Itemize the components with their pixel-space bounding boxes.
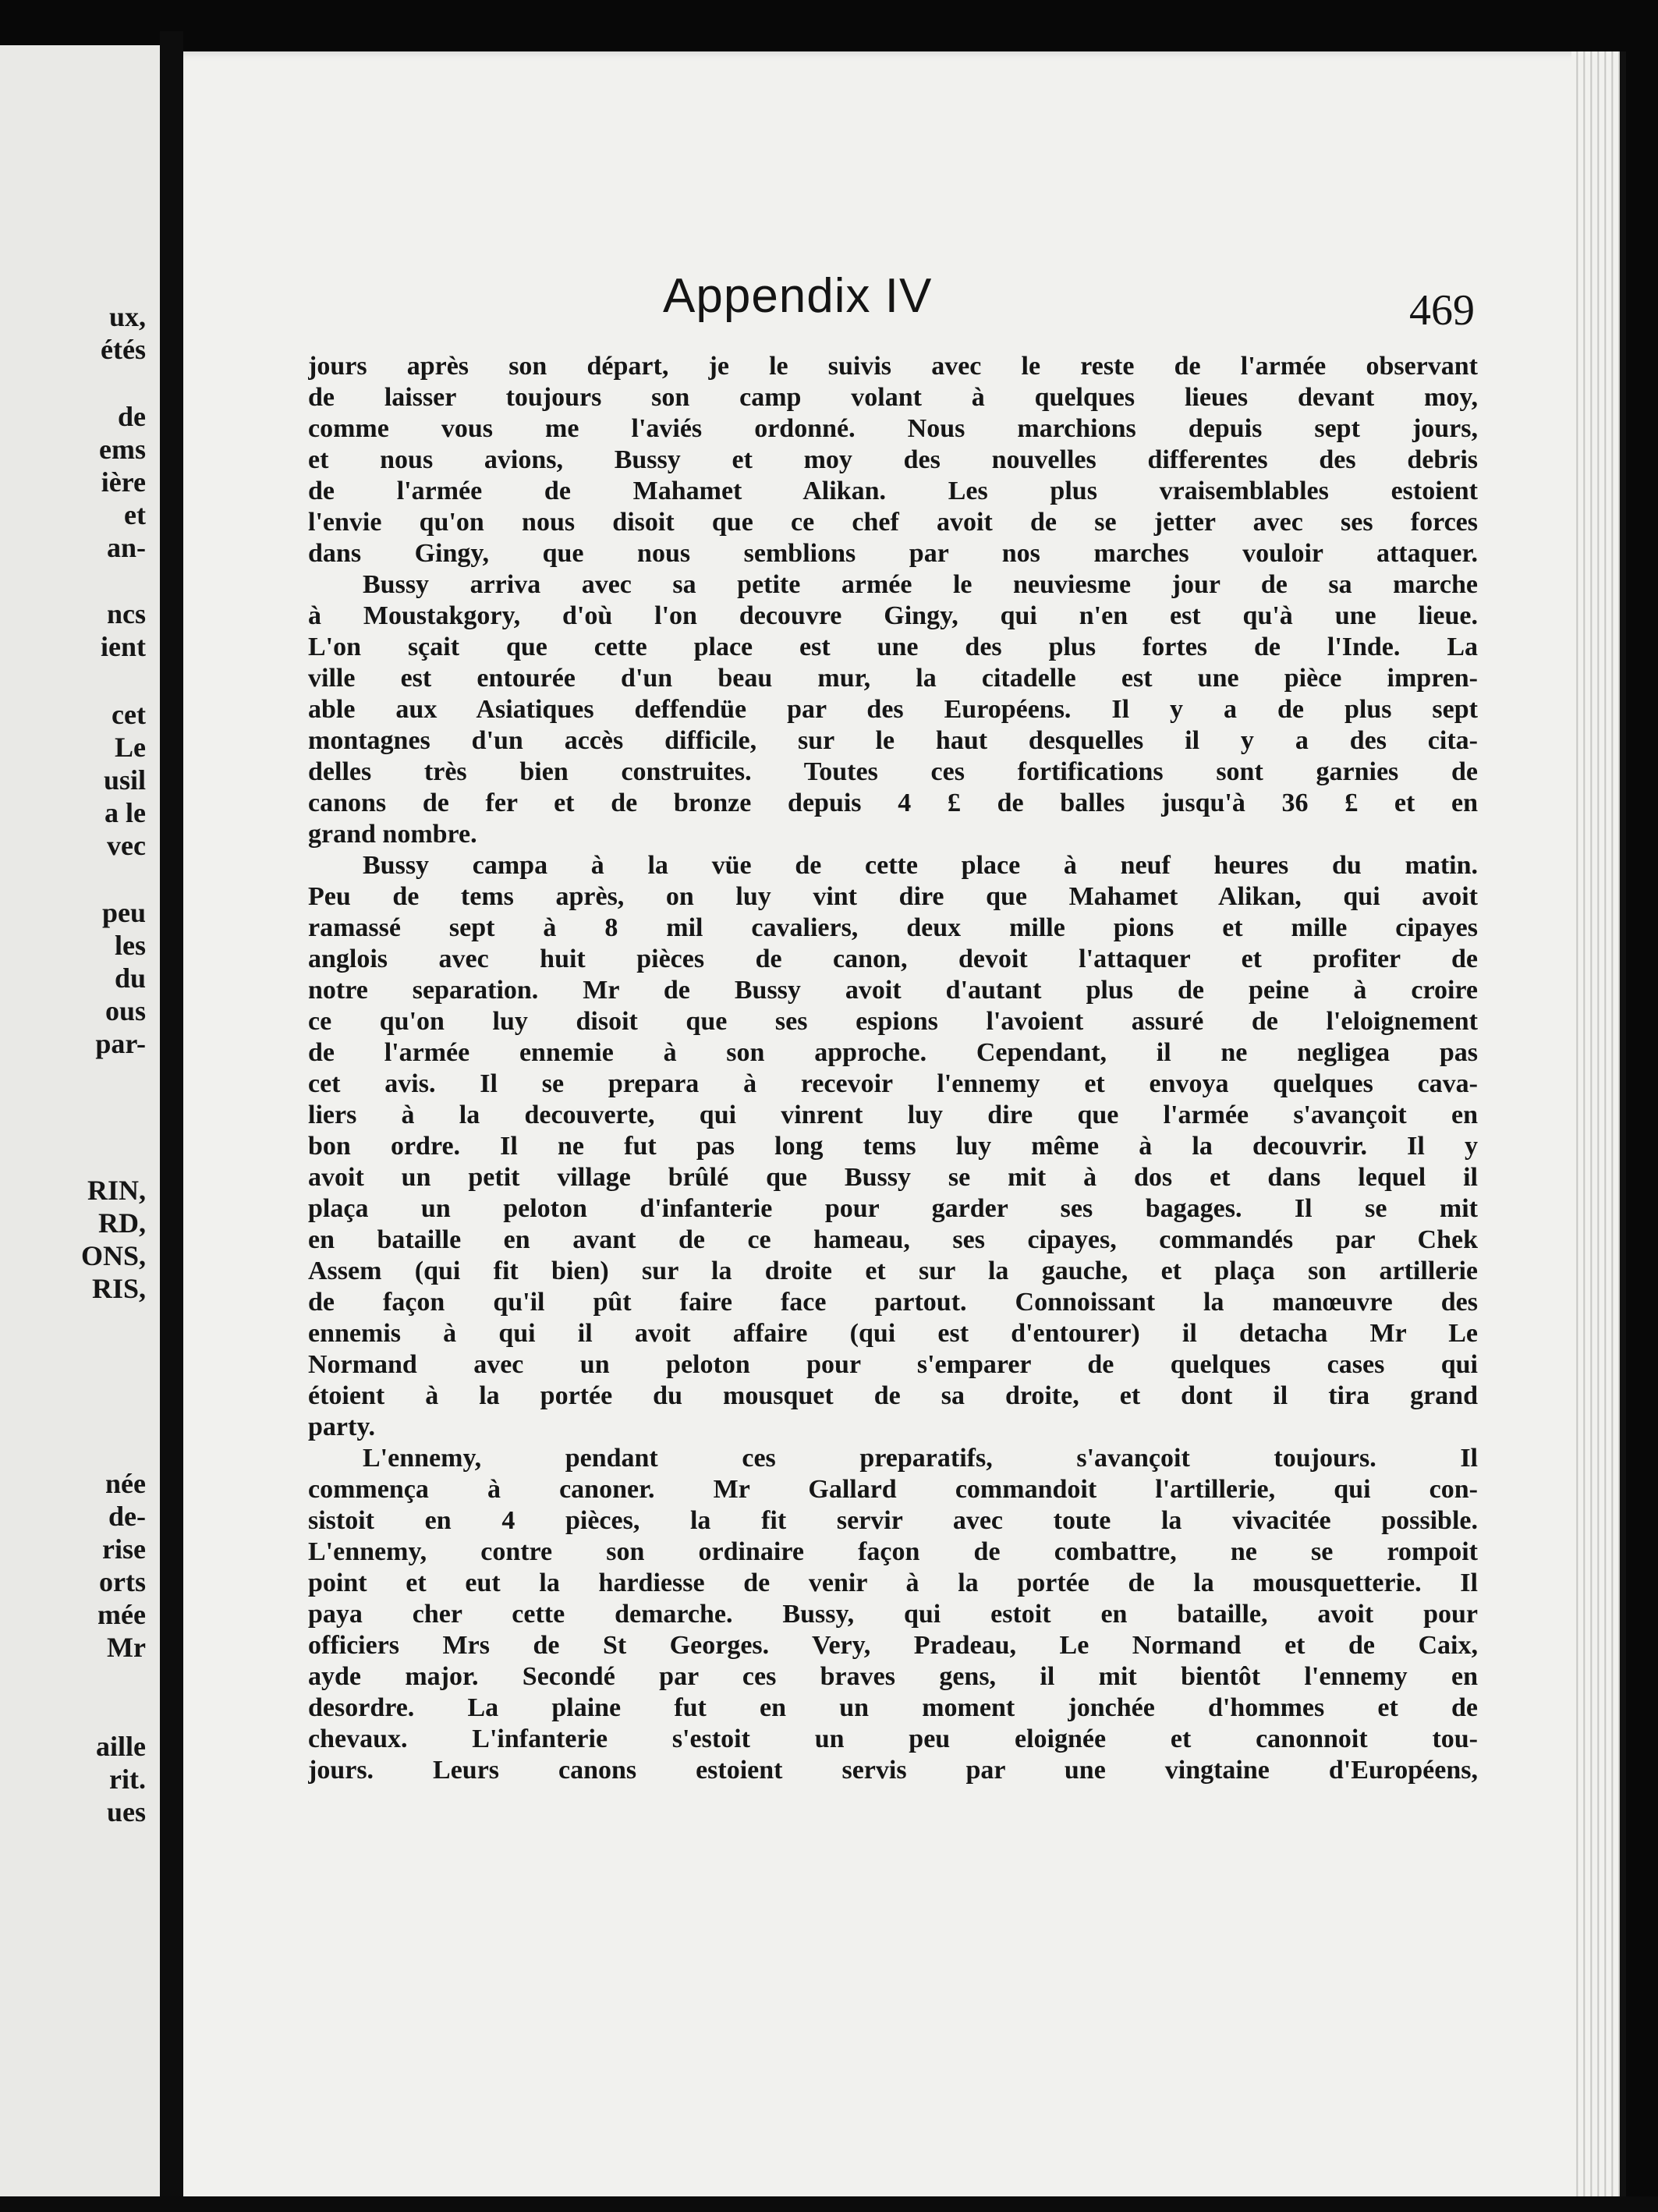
left-text-fragment: vec bbox=[107, 830, 146, 861]
text-line: et nous avions, Bussy et moy des nouvelles differentes des debris bbox=[308, 445, 1478, 474]
text-line: comme vous me l'aviés ordonné. Nous marchions depuis sept jours, bbox=[308, 414, 1478, 443]
text-line: de l'armée ennemie à son approche. Cependant, il ne negligea pas bbox=[308, 1038, 1478, 1067]
text-line: chevaux. L'infanterie s'estoit un peu eloignée et canonnoit tou- bbox=[308, 1725, 1478, 1753]
page-edge-stack bbox=[1571, 51, 1626, 2212]
left-text-fragment: ncs bbox=[106, 598, 146, 629]
scan-border bbox=[0, 2196, 1658, 2212]
left-text-fragment: de- bbox=[108, 1501, 146, 1532]
text-line: officiers Mrs de St Georges. Very, Pradeau, Le Normand et de Caix, bbox=[308, 1631, 1478, 1660]
text-line: L'ennemy, pendant ces preparatifs, s'avançoit toujours. Il bbox=[363, 1444, 1478, 1473]
running-head: Appendix IV bbox=[663, 269, 933, 323]
text-line: party. bbox=[308, 1413, 375, 1441]
text-line: Peu de tems après, on luy vint dire que Mahamet Alikan, qui avoit bbox=[308, 882, 1478, 911]
text-line: l'envie qu'on nous disoit que ce chef avoit de se jetter avec ses forces bbox=[308, 508, 1478, 537]
left-text-fragment: an- bbox=[106, 532, 146, 563]
text-line: ayde major. Secondé par ces braves gens, il mit bientôt l'ennemy en bbox=[308, 1662, 1478, 1691]
left-text-fragment: les bbox=[115, 930, 146, 961]
text-line: Assem (qui fit bien) sur la droite et sur la gauche, et plaça son artillerie bbox=[308, 1257, 1478, 1285]
text-line: étoient à la portée du mousquet de sa droite, et dont il tira grand bbox=[308, 1381, 1478, 1410]
text-line: L'ennemy, contre son ordinaire façon de combattre, ne se rompoit bbox=[308, 1537, 1478, 1566]
left-text-fragment: née bbox=[105, 1468, 146, 1499]
left-text-fragment: RIN, bbox=[87, 1175, 146, 1206]
left-text-fragment: Le bbox=[115, 732, 146, 763]
left-text-fragment: ux, bbox=[108, 301, 146, 332]
left-text-fragment: orts bbox=[99, 1566, 146, 1597]
text-line: delles très bien construites. Toutes ces fortifications sont garnies de bbox=[308, 757, 1478, 786]
left-text-fragment: ues bbox=[106, 1796, 146, 1827]
left-page-fragment bbox=[0, 45, 160, 2212]
text-line: montagnes d'un accès difficile, sur le haut desquelles il y a des cita- bbox=[308, 726, 1478, 755]
left-text-fragment: rise bbox=[102, 1533, 146, 1565]
text-line: de laisser toujours son camp volant à quelques lieues devant moy, bbox=[308, 383, 1478, 412]
text-line: able aux Asiatiques deffendüe par des Européens. Il y a de plus sept bbox=[308, 695, 1478, 724]
text-line: paya cher cette demarche. Bussy, qui estoit en bataille, avoit pour bbox=[308, 1600, 1478, 1629]
left-text-fragment: et bbox=[124, 499, 146, 530]
text-line: cet avis. Il se prepara à recevoir l'ennemy et envoya quelques cava- bbox=[308, 1069, 1478, 1098]
text-line: avoit un petit village brûlé que Bussy se mit à dos et dans lequel il bbox=[308, 1163, 1478, 1192]
text-line: de l'armée de Mahamet Alikan. Les plus vraisemblables estoient bbox=[308, 477, 1478, 505]
left-text-fragment: ient bbox=[101, 631, 146, 662]
left-text-fragment: rit. bbox=[109, 1764, 146, 1795]
book-page bbox=[183, 51, 1626, 2212]
left-text-fragment: usil bbox=[103, 764, 146, 796]
text-line: desordre. La plaine fut en un moment jonchée d'hommes et de bbox=[308, 1693, 1478, 1722]
text-line: grand nombre. bbox=[308, 820, 477, 849]
left-text-fragment: peu bbox=[101, 897, 146, 928]
text-line: Bussy campa à la vüe de cette place à neuf heures du matin. bbox=[363, 851, 1478, 880]
left-text-fragment: ous bbox=[105, 995, 146, 1026]
text-line: liers à la decouverte, qui vinrent luy dire que l'armée s'avançoit en bbox=[308, 1101, 1478, 1129]
text-line: de façon qu'il pût faire face partout. Connoissant la manœuvre des bbox=[308, 1288, 1478, 1317]
text-line: ennemis à qui il avoit affaire (qui est d'entourer) il detacha Mr Le bbox=[308, 1319, 1478, 1348]
left-text-fragment: RD, bbox=[98, 1207, 146, 1239]
text-line: dans Gingy, que nous semblions par nos marches vouloir attaquer. bbox=[308, 539, 1478, 568]
text-line: Bussy arriva avec sa petite armée le neuviesme jour de sa marche bbox=[363, 570, 1478, 599]
left-text-fragment: du bbox=[114, 962, 146, 994]
text-line: bon ordre. Il ne fut pas long tems luy même à la decouvrir. Il y bbox=[308, 1132, 1478, 1161]
text-line: en bataille en avant de ce hameau, ses cipayes, commandés par Chek bbox=[308, 1225, 1478, 1254]
left-text-fragment: aille bbox=[96, 1731, 146, 1762]
left-text-fragment: a le bbox=[105, 797, 146, 828]
left-text-fragment: cet bbox=[112, 699, 146, 730]
text-line: commença à canoner. Mr Gallard commandoit l'artillerie, qui con- bbox=[308, 1475, 1478, 1504]
body-text bbox=[308, 351, 1478, 1786]
left-text-fragment: mée bbox=[97, 1599, 146, 1630]
text-line: ville est entourée d'un beau mur, la citadelle est une pièce impren- bbox=[308, 664, 1478, 693]
text-line: ce qu'on luy disoit que ses espions l'avoient assuré de l'eloignement bbox=[308, 1007, 1478, 1036]
page-number: 469 bbox=[1409, 286, 1475, 335]
left-text-fragment: étés bbox=[101, 334, 146, 365]
left-text-fragment: ONS, bbox=[80, 1240, 146, 1271]
left-text-fragment: RIS, bbox=[91, 1273, 146, 1304]
left-text-fragment: ière bbox=[101, 466, 146, 498]
text-line: jours après son départ, je le suivis avec le reste de l'armée observant bbox=[308, 352, 1478, 381]
text-line: à Moustakgory, d'où l'on decouvre Gingy, qui n'en est qu'à une lieue. bbox=[308, 601, 1478, 630]
left-text-fragment: par- bbox=[95, 1028, 146, 1059]
text-line: jours. Leurs canons estoient servis par une vingtaine d'Européens, bbox=[308, 1756, 1478, 1785]
text-line: anglois avec huit pièces de canon, devoit l'attaquer et profiter de bbox=[308, 945, 1478, 973]
text-line: point et eut la hardiesse de venir à la portée de la mousquetterie. Il bbox=[308, 1569, 1478, 1597]
left-text-fragment: Mr bbox=[107, 1632, 146, 1663]
text-line: canons de fer et de bronze depuis 4 £ de balles jusqu'à 36 £ et en bbox=[308, 789, 1478, 817]
page-edge-shadow bbox=[1620, 51, 1626, 2212]
text-line: Normand avec un peloton pour s'emparer de quelques cases qui bbox=[308, 1350, 1478, 1379]
text-line: plaça un peloton d'infanterie pour garder ses bagages. Il se mit bbox=[308, 1194, 1478, 1223]
text-line: L'on sçait que cette place est une des plus fortes de l'Inde. La bbox=[308, 633, 1478, 661]
text-line: sistoit en 4 pièces, la fit servir avec toute la vivacitée possible. bbox=[308, 1506, 1478, 1535]
left-text-fragment: ems bbox=[99, 434, 146, 465]
book-gutter bbox=[160, 31, 183, 2212]
text-line: ramassé sept à 8 mil cavaliers, deux mille pions et mille cipayes bbox=[308, 913, 1478, 942]
text-line: notre separation. Mr de Bussy avoit d'autant plus de peine à croire bbox=[308, 976, 1478, 1005]
left-text-fragment: de bbox=[118, 401, 146, 432]
